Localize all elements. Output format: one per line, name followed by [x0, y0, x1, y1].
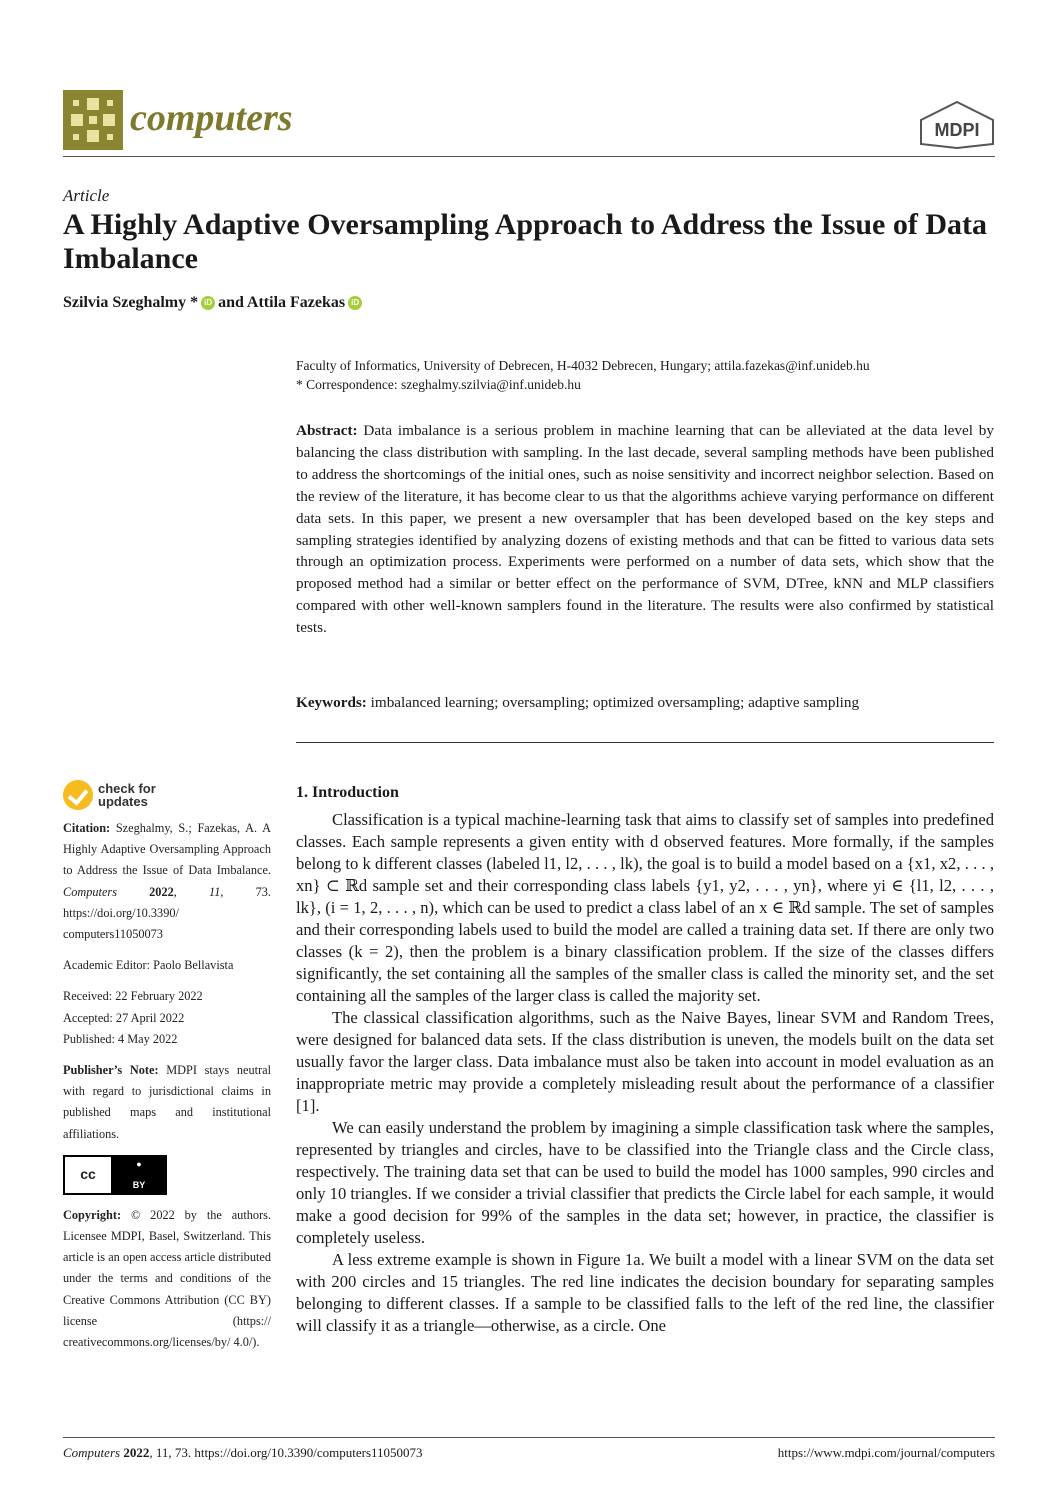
abstract — [296, 420, 994, 639]
academic-editor: Academic Editor: Paolo Bellavista — [63, 958, 234, 973]
abstract-text: Data imbalance is a serious problem in machine learning that can be alleviated at the data level by balancing the class distribution with sampling. In the last decade, several sampling methods have been published to address the shortcomings of the initial ones, such as noise sensitivity and incorrect neighbor selection. Based on the review of the literature, it has become clear to us that the algorithms achieve varying performance on different data sets. In this paper, we present a new oversampler that has been developed based on the key steps and sampling strategies identified by analyzing dozens of existing methods and that can be fitted to various data sets through an optimization process. Experiments were performed on a number of data sets, which show that the proposed method had a similar or better effect on the performance of SVM, DTree, kNN and MLP classifiers compared with other well-known samplers found in the literature. The results were also confirmed by statistical tests. — [296, 422, 994, 637]
copyright-label: Copyright: — [63, 1207, 122, 1222]
footer-year: 2022 — [120, 1445, 150, 1460]
footer-citation — [63, 1445, 423, 1461]
footer-journal-url[interactable]: https://www.mdpi.com/journal/computers — [777, 1445, 995, 1460]
citation-year: 2022 — [116, 884, 174, 899]
copyright-text: © 2022 by the authors. Licensee MDPI, Basel, Switzerland. This article is an open access article distributed under the terms and conditions of the Creative Commons Attribution (CC BY) license (https:// creativecommons.org/licenses/by/ 4.0/). — [63, 1207, 271, 1350]
by-label: BY — [132, 1179, 146, 1190]
copyright — [63, 1205, 271, 1353]
header-divider — [63, 156, 995, 157]
citation-text: Szeghalmy, S.; Fazekas, A. A Highly Adaptive Oversampling Approach to Address the Issue of Data Imbalance. — [63, 821, 271, 878]
check-updates-line: updates — [98, 794, 148, 809]
publisher-note-label: Publisher’s Note: — [63, 1063, 159, 1078]
person-icon: ● — [136, 1158, 142, 1169]
affiliation-line: Faculty of Informatics, University of Debrecen, H-4032 Debrecen, Hungary; attila.fazekas@inf.unideb.hu — [296, 358, 870, 373]
citation-volume: , 11 — [173, 884, 221, 899]
author-name: Attila Fazekas — [246, 294, 346, 311]
publisher-note — [63, 1060, 271, 1145]
correspondence-line: * Correspondence: szeghalmy.szilvia@inf.unideb.hu — [296, 377, 581, 392]
author-list — [63, 294, 362, 312]
citation-journal: Computers — [63, 884, 117, 899]
check-updates-line: check for — [98, 781, 156, 796]
paragraph: The classical classification algorithms, such as the Naive Bayes, linear SVM and Random Trees, were designed for balanced data sets. If the class distribution is uneven, the models built on the data set usually favor the larger class. Data imbalance must also be taken into account in model evaluation as an inappropriate metric may provide a completely misleading result about the performance of a classifier [1]. — [296, 1008, 994, 1115]
footer-journal: Computers — [63, 1445, 121, 1460]
publisher-note-text: MDPI stays neutral with regard to jurisdictional claims in published maps and institutional affiliations. — [63, 1063, 271, 1141]
keywords-label: Keywords: — [296, 694, 367, 711]
citation-label: Citation: — [63, 821, 111, 835]
journal-name: computers — [130, 97, 293, 139]
article-title: A Highly Adaptive Oversampling Approach to Address the Issue of Data Imbalance — [63, 208, 988, 275]
cc-icon: cc — [65, 1157, 113, 1193]
author-conjunction: and — [218, 294, 244, 311]
paragraph: Classification is a typical machine-learning task that aims to classify set of samples into predefined classes. Each sample represents a given entity with d observed features. More formally, if the samples belong to k different classes (labeled l1, l2, . . . , lk), the goal is to build a model based on a {x1, x2, . . . , xn} ⊂ ℝd sample set and their corresponding class labels {y1, y2, . . . , yn}, where yi ∈ {l1, l2, . . . , lk}, (i = 1, 2, . . . , n), which can be used to predict a class label of an x ∈ ℝd sample. The set of samples and their corresponding labels used to build the model are called a training data set. If there are only two classes (k = 2), then the problem is a binary classification problem. If the size of the classes differs significantly, the set containing all the samples of the smaller class is called the minority set, and the set containing all the samples of the larger class is called the majority set. — [296, 810, 994, 1005]
affiliation-block — [296, 356, 996, 394]
paragraph: A less extreme example is shown in Figure 1a. We built a model with a linear SVM on the data set with 200 circles and 15 triangles. The red line indicates the decision boundary for separating samples belonging to different classes. If a sample to be classified falls to the left of the red line, the classifier will classify it as a triangle—otherwise, as a circle. One — [296, 1250, 994, 1335]
received-date: Received: 22 February 2022 — [63, 989, 203, 1004]
mdpi-logo — [917, 100, 997, 150]
body-text — [296, 809, 994, 1337]
journal-logo — [63, 90, 123, 150]
author-name: Szilvia Szeghalmy * — [63, 294, 199, 311]
article-type: Article — [63, 186, 110, 205]
orcid-icon[interactable]: iD — [348, 296, 362, 310]
publisher-name: MDPI — [934, 120, 980, 140]
abstract-label: Abstract: — [296, 422, 358, 439]
citation-doi[interactable]: , 73. https://doi.org/10.3390/ computers11050073 — [63, 884, 271, 942]
section-heading: 1. Introduction — [296, 784, 399, 801]
keywords-text: imbalanced learning; oversampling; optimized oversampling; adaptive sampling — [366, 694, 860, 711]
keywords — [296, 694, 994, 712]
published-date: Published: 4 May 2022 — [63, 1031, 178, 1046]
accepted-date: Accepted: 27 April 2022 — [63, 1010, 185, 1025]
footer-doi[interactable]: , 11, 73. https://doi.org/10.3390/computers11050073 — [149, 1445, 423, 1460]
orcid-icon[interactable]: iD — [201, 296, 215, 310]
paragraph: We can easily understand the problem by imagining a simple classification task where the samples, represented by triangles and circles, have to be classified into the Triangle class and the Circle class, respectively. The training data set that can be used to build the model has 1000 samples, 990 circles and only 10 triangles. If we consider a trivial classifier that predicts the Circle label for each sample, it would make a good decision for 99% of the samples in the data set; however, in practice, the classifier is completely useless. — [296, 1118, 994, 1247]
check-for-updates-badge[interactable] — [63, 780, 156, 810]
check-icon — [63, 780, 93, 810]
footer-divider — [63, 1437, 995, 1438]
citation — [63, 818, 271, 945]
sidebar — [63, 818, 271, 1363]
cc-by-license-badge[interactable] — [63, 1155, 167, 1195]
abstract-divider — [296, 742, 994, 743]
